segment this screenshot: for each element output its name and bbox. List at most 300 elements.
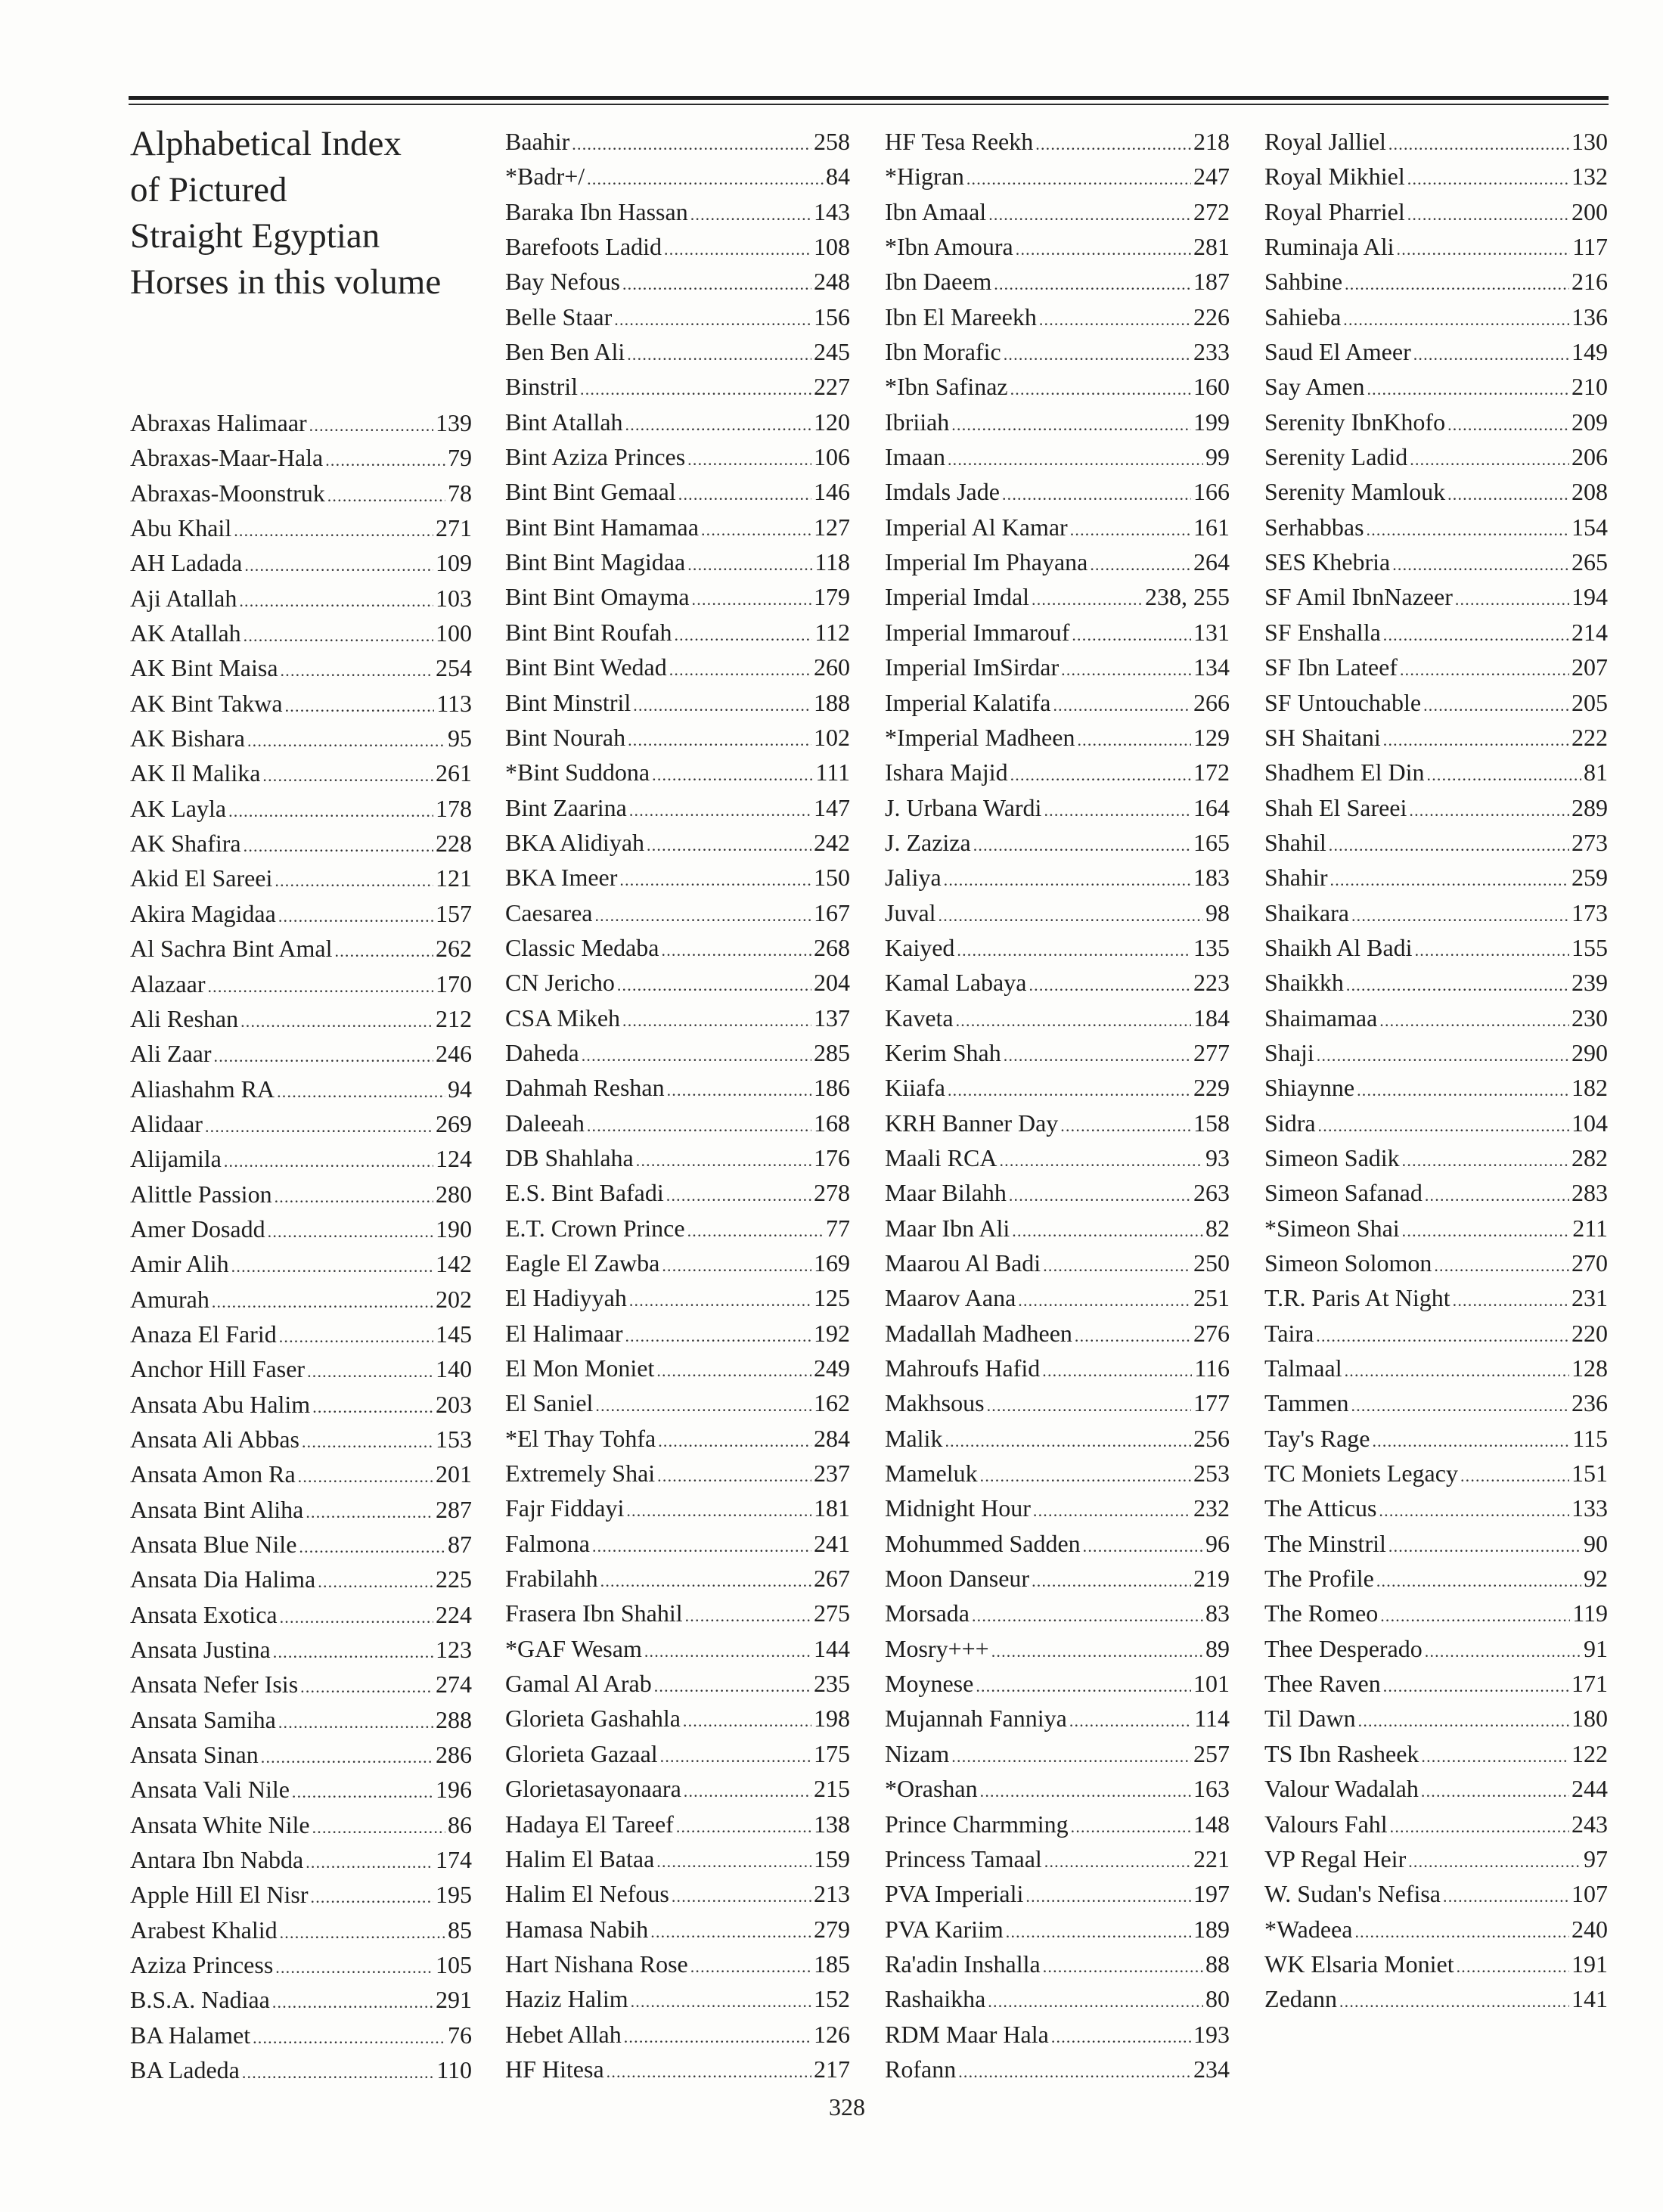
horse-name: Falmona [505,1529,590,1557]
dot-leader [1460,1459,1569,1494]
dot-leader [656,1354,811,1388]
page-reference: 229 [1193,1074,1230,1102]
horse-name: Moon Danseur [885,1565,1030,1593]
horse-name: SF Enshalla [1264,618,1381,646]
horse-name: Saud El Ameer [1264,338,1411,366]
page-reference: 163 [1193,1775,1230,1803]
index-entry [885,1736,1230,1771]
dot-leader [214,1039,434,1074]
index-entry [505,1456,850,1491]
dot-leader [1427,758,1581,793]
index-entry [885,1981,1230,2016]
index-entry [505,1106,850,1140]
page-reference: 121 [436,864,472,892]
horse-name: Caesarea [505,898,593,926]
index-entry [1264,579,1608,614]
dot-leader [212,1285,433,1320]
index-entry [885,755,1230,790]
dot-leader [275,1180,433,1215]
horse-name: Extremely Shai [505,1460,656,1488]
page-reference: 208 [1571,478,1608,506]
horse-name: Ansata Justina [130,1636,271,1664]
page-reference: 231 [1571,1284,1608,1312]
dot-leader [1318,1109,1569,1143]
dot-leader [224,1144,433,1179]
page-reference: 178 [436,794,472,822]
page-reference: 279 [814,1915,850,1943]
page-reference: 132 [1571,163,1608,191]
index-entry [130,861,472,895]
horse-name: *Bint Suddona [505,759,650,786]
dot-leader [1351,1388,1570,1423]
index-entry [1264,1246,1608,1280]
dot-leader [1061,653,1191,687]
index-entry [1264,1807,1608,1841]
index-entry [885,1070,1230,1105]
horse-name: E.T. Crown Prince [505,1214,685,1242]
horse-name: Daleeah [505,1109,585,1137]
page-reference: 115 [1572,1424,1608,1452]
page-reference: 106 [814,443,850,471]
dot-leader [306,1845,433,1880]
index-entry [130,1246,472,1281]
dot-leader [277,1075,445,1109]
page-reference: 268 [814,933,850,961]
horse-name: *Ibn Amoura [885,233,1013,261]
index-title [130,121,493,306]
index-entry [1264,755,1608,790]
horse-name: Eagle El Zawba [505,1249,660,1277]
index-entry [885,159,1230,194]
dot-leader [1051,2020,1191,2055]
dot-leader [1032,1564,1191,1599]
horse-name: El Hadiyyah [505,1284,627,1312]
page-reference: 99 [1205,443,1230,471]
dot-leader [650,1915,811,1950]
horse-name: SF Untouchable [1264,688,1422,716]
dot-leader [244,619,433,653]
index-entry [1264,1596,1608,1630]
index-entry [1264,1385,1608,1420]
page-reference: 161 [1193,513,1230,541]
horse-name: PVA Kariim [885,1915,1004,1943]
index-entry [1264,369,1608,404]
index-entry [130,2018,472,2052]
index-entry [1264,825,1608,860]
dot-leader [1070,513,1191,548]
dot-leader [1002,477,1191,512]
dot-leader [1372,1424,1570,1459]
dot-leader [1009,1178,1191,1213]
page-reference: 198 [814,1705,850,1733]
index-entry [505,1421,850,1456]
dot-leader [973,828,1191,863]
page-reference: 92 [1584,1565,1608,1593]
index-entry [1264,1421,1608,1456]
horse-name: Bint Nourah [505,723,626,751]
horse-name: Shaikkh [1264,969,1344,997]
index-entry [1264,544,1608,579]
horse-name: SES Khebria [1264,548,1391,576]
index-entry [1264,1631,1608,1666]
page-reference: 281 [1193,233,1230,261]
page-reference: 259 [1571,864,1608,892]
dot-leader [980,1459,1191,1494]
page-reference: 262 [436,935,472,963]
index-entry [1264,1736,1608,1771]
horse-name: Aji Atallah [130,584,237,612]
header-rule-thick [129,96,1609,100]
index-entry [505,1876,850,1911]
page-reference: 157 [436,899,472,927]
page-reference: 82 [1205,1214,1230,1242]
page-reference: 91 [1584,1634,1608,1662]
index-entry [505,895,850,930]
horse-name: Serenity Mamlouk [1264,478,1446,506]
dot-leader [1351,898,1569,933]
horse-name: J. Zaziza [885,828,971,856]
dot-leader [684,1774,811,1809]
horse-name: Shadhem El Din [1264,759,1425,786]
horse-name: AK Shafira [130,830,241,858]
horse-name: Royal Jalliel [1264,128,1386,155]
index-entry [130,1562,472,1596]
index-entry [885,1456,1230,1491]
index-entry [885,369,1230,404]
page-reference: 164 [1193,793,1230,821]
dot-leader [1379,1004,1569,1038]
index-entry [505,1596,850,1630]
horse-name: Valours Fahl [1264,1810,1388,1838]
dot-leader [244,548,433,583]
page-reference: 267 [814,1565,850,1593]
page-reference: 131 [1193,618,1230,646]
horse-name: Bint Bint Omayma [505,583,690,611]
dot-leader [1018,1283,1191,1318]
page-reference: 228 [436,830,472,858]
page-reference: 261 [436,759,472,787]
index-entry [885,965,1230,1000]
index-entry [130,1632,472,1667]
dot-leader [262,759,433,793]
index-entry [885,1666,1230,1701]
index-entry [505,860,850,895]
index-entry [505,1981,850,2016]
index-entry [885,1280,1230,1315]
index-entry [885,1771,1230,1806]
horse-name: Ansata Blue Nile [130,1531,297,1558]
index-entry [885,405,1230,439]
page-reference: 103 [436,584,472,612]
dot-leader [1358,1704,1569,1739]
dot-leader [658,1424,811,1459]
dot-leader [595,1388,811,1423]
dot-leader [592,1529,811,1564]
page-reference: 87 [448,1531,472,1558]
page-reference: 288 [436,1705,472,1733]
dot-leader [1402,1143,1569,1178]
horse-name: Apple Hill El Nisr [130,1881,309,1909]
dot-leader [629,1283,811,1318]
page-reference: 167 [814,898,850,926]
page-reference: 117 [1572,233,1608,261]
index-entry [1264,439,1608,474]
page-reference: 176 [814,1143,850,1171]
dot-leader [298,1460,433,1494]
index-entry [1264,1526,1608,1561]
page-reference: 216 [1571,268,1608,296]
page-reference: 188 [814,688,850,716]
page-reference: 160 [1193,373,1230,401]
index-entry [505,1175,850,1210]
dot-leader [690,197,811,232]
horse-name: Thee Raven [1264,1670,1381,1698]
horse-name: Ibn Daeem [885,268,992,296]
index-entry [130,1422,472,1457]
index-entry [1264,1175,1608,1210]
horse-name: Shaikh Al Badi [1264,933,1413,961]
dot-leader [299,1530,445,1565]
index-entry [130,1913,472,1947]
horse-name: The Romeo [1264,1599,1379,1627]
dot-leader [1010,758,1191,793]
index-entry [885,510,1230,544]
index-entry [130,1457,472,1491]
dot-leader [1354,1915,1569,1950]
index-entry [885,1385,1230,1420]
dot-leader [1069,1704,1192,1739]
index-entry [505,1211,850,1246]
page-reference: 122 [1571,1739,1608,1767]
page-reference: 266 [1193,688,1230,716]
dot-leader [1434,1249,1569,1283]
dot-leader [619,863,811,898]
dot-leader [980,1774,1191,1809]
dot-leader [280,1600,433,1635]
page-reference: 215 [814,1775,850,1803]
dot-leader [1407,197,1569,232]
dot-leader [273,1635,433,1670]
index-entry [130,755,472,790]
horse-name: Tay's Rage [1264,1424,1370,1452]
dot-leader [976,1669,1191,1704]
index-entry [505,1070,850,1105]
dot-leader [1388,127,1569,162]
horse-name: The Atticus [1264,1494,1377,1522]
horse-name: *El Thay Tohfa [505,1424,656,1452]
horse-name: Serenity IbnKhofo [1264,408,1446,436]
dot-leader [1421,1739,1569,1774]
page-reference: 241 [814,1529,850,1557]
horse-name: Sahieba [1264,302,1342,330]
horse-name: *GAF Wesam [505,1634,642,1662]
dot-leader [1012,1214,1203,1249]
page-reference: 152 [814,1985,850,2013]
index-entry [505,1631,850,1666]
page-reference: 95 [448,724,472,752]
horse-name: *Imperial Madheen [885,723,1075,751]
page-reference: 85 [448,1916,472,1944]
horse-name: Midnight Hour [885,1494,1031,1522]
page-number: 328 [829,2093,865,2120]
horse-name: Aziza Princess [130,1951,274,1979]
index-entry [885,1035,1230,1070]
horse-name: Shah El Sareei [1264,793,1407,821]
page-reference: 223 [1193,969,1230,997]
horse-name: Amer Dosadd [130,1215,265,1243]
dot-leader [1339,1984,1569,2019]
horse-name: El Halimaar [505,1319,623,1347]
index-entry [1264,1211,1608,1246]
dot-leader [1072,618,1191,653]
index-entry [885,615,1230,650]
index-entry [885,895,1230,930]
index-entry [885,825,1230,860]
index-entry [1264,334,1608,369]
page-reference: 190 [436,1215,472,1243]
page-reference: 118 [814,548,850,576]
horse-name: Hadaya El Tareef [505,1810,674,1838]
horse-name: Makhsous [885,1389,985,1417]
horse-name: Bint Bint Hamamaa [505,513,699,541]
page-reference: 264 [1193,548,1230,576]
index-entry [885,1001,1230,1035]
page-reference: 133 [1571,1494,1608,1522]
page-reference: 111 [815,759,850,786]
page-reference: 204 [814,969,850,997]
horse-name: Thee Desperado [1264,1634,1423,1662]
page-reference: 193 [1193,2020,1230,2048]
title-line: Alphabetical Index [130,124,402,163]
index-entry [505,755,850,790]
horse-name: Amurah [130,1285,209,1313]
dot-leader [617,968,811,1003]
dot-leader [275,864,433,898]
index-entry [1264,1035,1608,1070]
horse-name: Ra'adin Inshalla [885,1950,1041,1978]
page-reference: 114 [1194,1705,1230,1733]
horse-name: Bay Nefous [505,268,620,296]
horse-name: WK Elsaria Moniet [1264,1950,1454,1978]
page-reference: 274 [436,1671,472,1699]
horse-name: Kiiafa [885,1074,945,1102]
index-entry [505,1701,850,1736]
index-entry [130,1141,472,1176]
index-entry [505,439,850,474]
page-reference: 196 [436,1776,472,1804]
dot-leader [687,548,812,582]
dot-leader [1032,582,1143,617]
index-entry [505,825,850,860]
horse-name: Glorieta Gashahla [505,1705,681,1733]
index-entry [130,1842,472,1877]
page-reference: 102 [814,723,850,751]
index-entry [505,1246,850,1280]
index-entry [130,2052,472,2087]
horse-name: Maar Ibn Ali [885,1214,1010,1242]
dot-leader [318,1565,433,1599]
page-reference: 183 [1193,864,1230,892]
page-reference: 146 [814,478,850,506]
index-entry [885,1421,1230,1456]
dot-leader [594,898,811,933]
dot-leader [1043,1950,1203,1984]
index-entry [885,1841,1230,1876]
dot-leader [664,232,811,267]
horse-name: Imperial Im Phayana [885,548,1088,576]
horse-name: Mameluk [885,1460,978,1488]
page-reference: 148 [1193,1810,1230,1838]
horse-name: Alittle Passion [130,1180,272,1208]
index-entry [505,1561,850,1596]
page-reference: 184 [1193,1004,1230,1032]
page-reference: 285 [814,1038,850,1066]
page-reference: 210 [1571,373,1608,401]
index-entry [1264,1841,1608,1876]
page-reference: 230 [1571,1004,1608,1032]
index-entry [505,2017,850,2052]
index-entry [885,1140,1230,1175]
index-entry [130,1597,472,1632]
horse-name: W. Sudan's Nefisa [1264,1880,1441,1908]
page-reference: 195 [436,1881,472,1909]
page-reference: 277 [1193,1038,1230,1066]
page-reference: 101 [1193,1670,1230,1698]
dot-leader [672,1879,811,1914]
page-reference: 260 [814,653,850,681]
page-reference: 179 [814,583,850,611]
page-reference: 125 [814,1284,850,1312]
dot-leader [1083,1529,1203,1564]
page-reference: 174 [436,1846,472,1874]
page-reference: 250 [1193,1249,1230,1277]
page-reference: 112 [814,618,850,646]
horse-name: BA Halamet [130,2021,251,2049]
dot-leader [307,1354,433,1389]
dot-leader [1025,1879,1191,1914]
page-reference: 269 [436,1109,472,1137]
index-entry [505,194,850,229]
page-reference: 242 [814,828,850,856]
horse-name: SH Shaitani [1264,723,1381,751]
page-reference: 247 [1193,163,1230,191]
index-entry [505,965,850,1000]
dot-leader [701,513,811,548]
dot-leader [205,1109,433,1144]
index-entry [130,405,472,440]
horse-name: Talmaal [1264,1354,1342,1382]
page-reference: 166 [1193,478,1230,506]
dot-leader [988,1984,1203,2019]
horse-name: El Mon Moniet [505,1354,655,1382]
index-entry [1264,930,1608,965]
index-entry [505,1736,850,1771]
horse-name: Ali Zaar [130,1040,212,1068]
index-entry [885,650,1230,684]
horse-name: Mujannah Fanniya [885,1705,1067,1733]
dot-leader [687,442,811,477]
page-reference: 225 [436,1565,472,1593]
page-reference: 224 [436,1600,472,1628]
index-entry [130,1106,472,1141]
index-entry [505,405,850,439]
dot-leader [674,618,812,653]
page-reference: 89 [1205,1634,1230,1662]
dot-leader [572,127,811,162]
page-reference: 185 [814,1950,850,1978]
page-reference: 139 [436,409,472,436]
page-reference: 151 [1571,1460,1608,1488]
